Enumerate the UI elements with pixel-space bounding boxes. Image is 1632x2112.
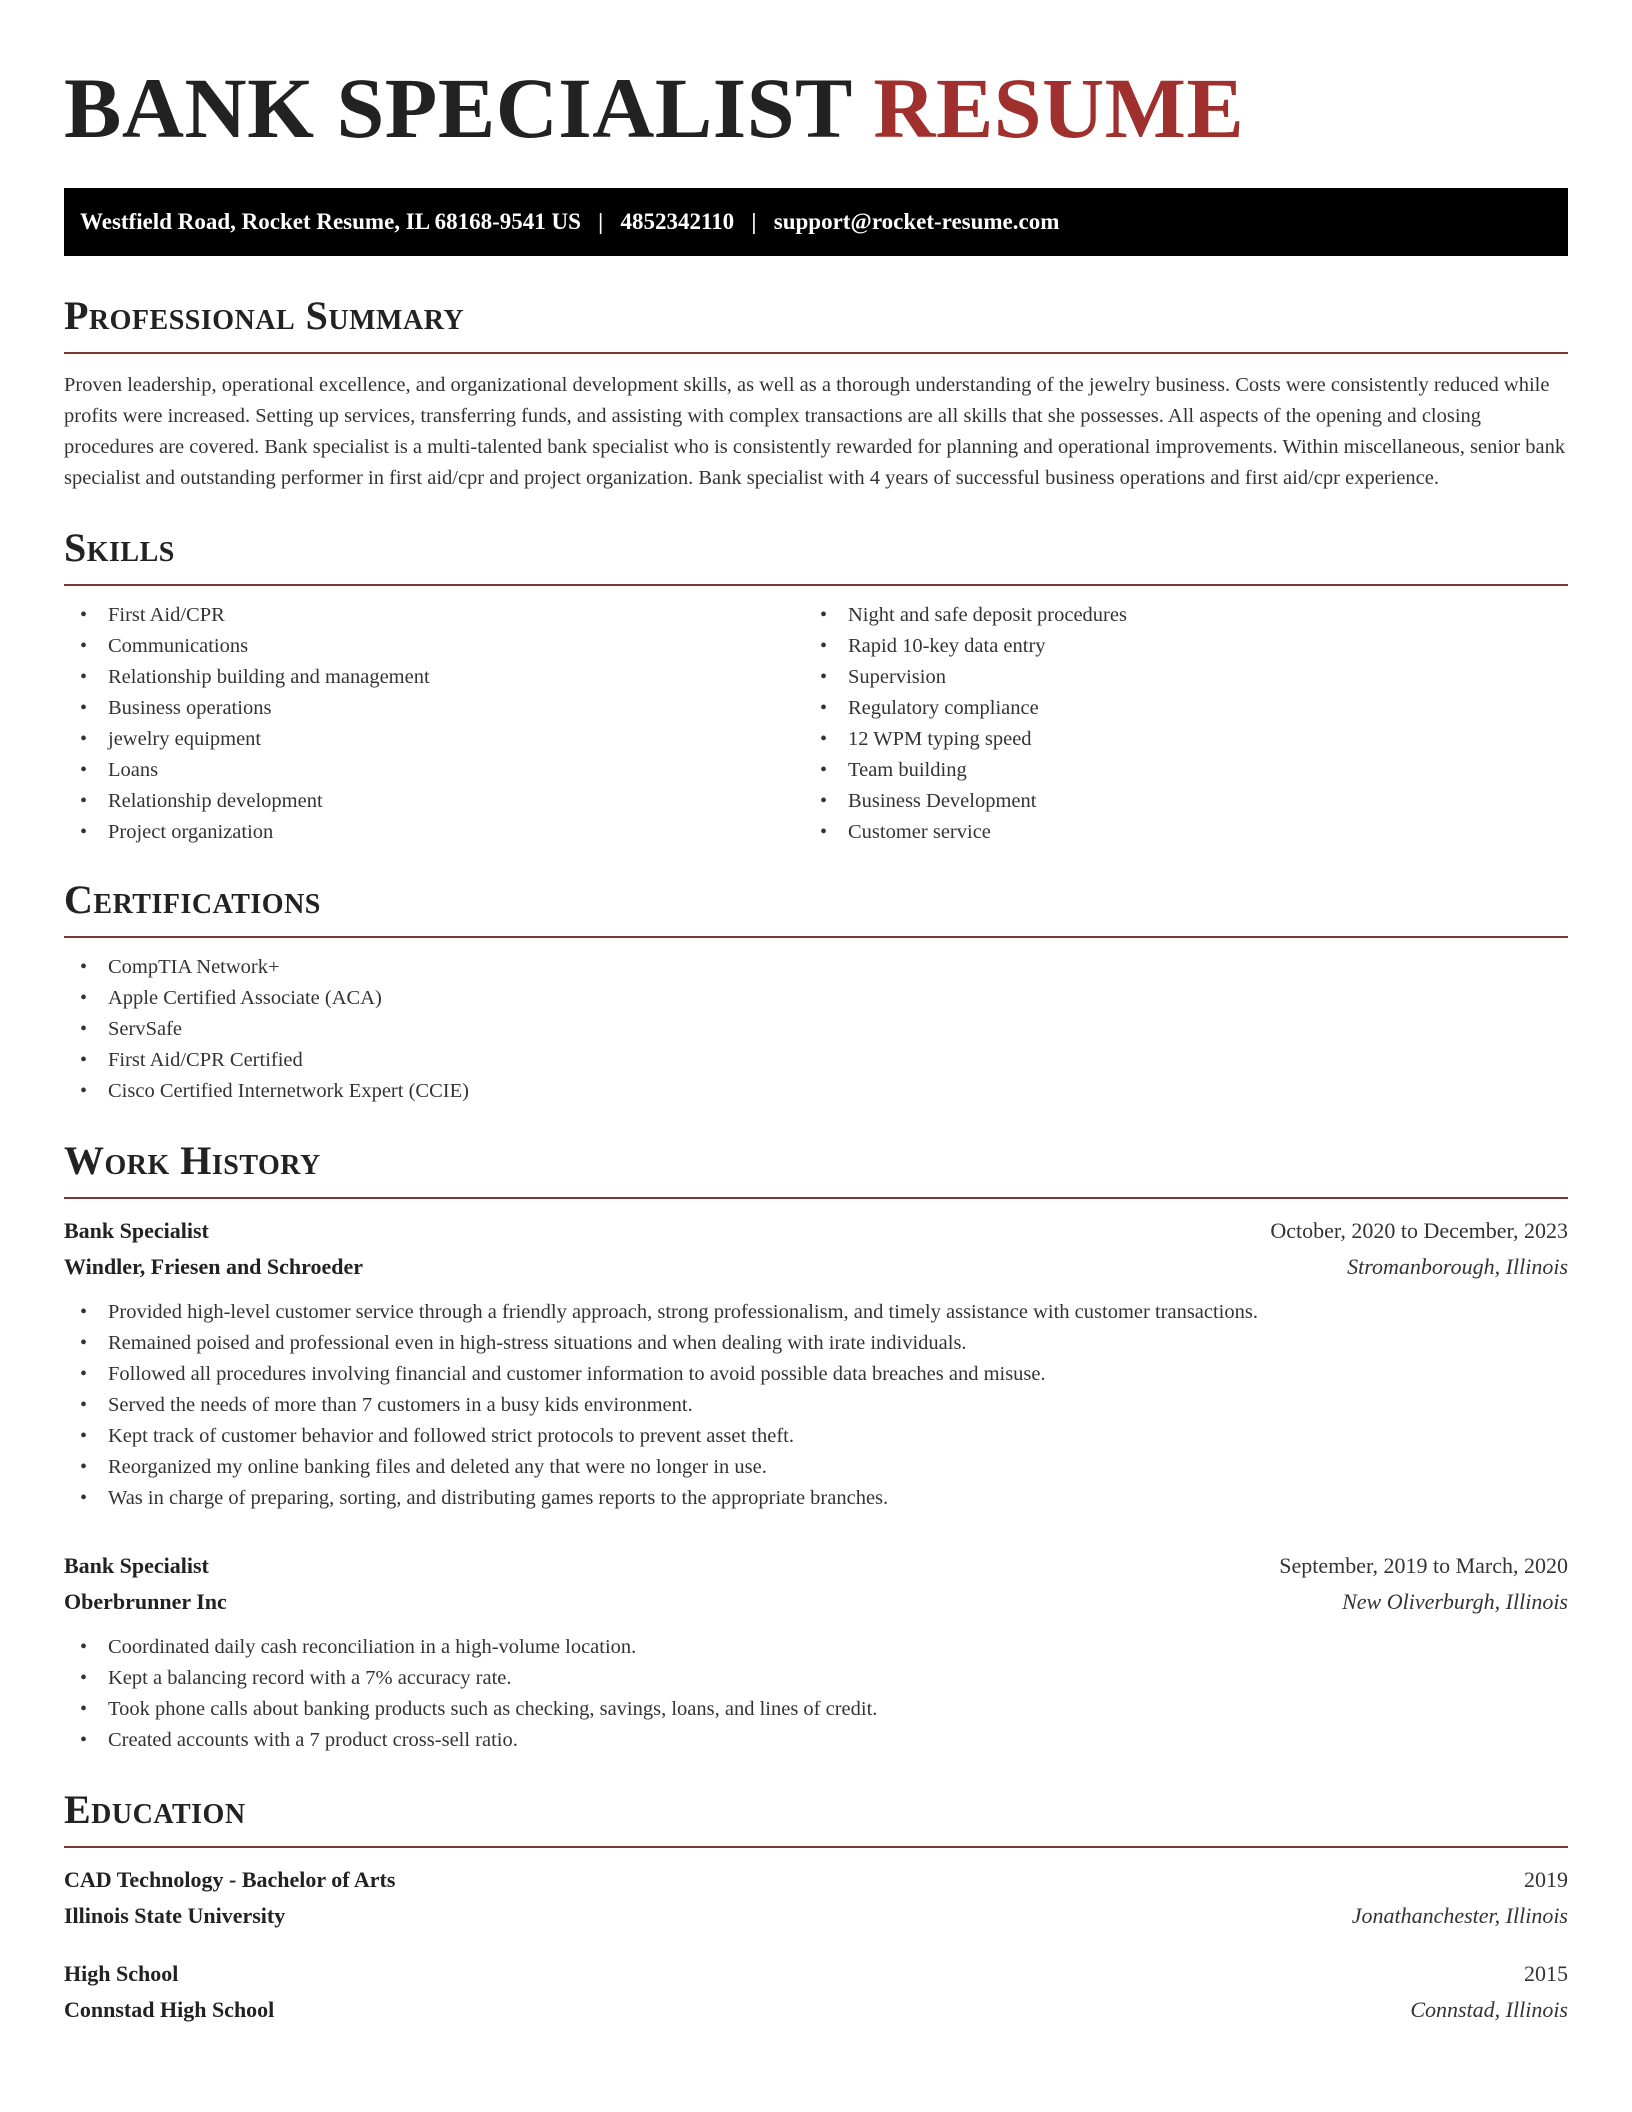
job-duties-list: [64, 1297, 1568, 1514]
certifications-list: [64, 952, 1568, 1107]
title-main: BANK SPECIALIST: [64, 60, 852, 156]
job-duty: • Kept track of customer behavior and followed strict protocols to prevent asset theft.: [64, 1421, 1568, 1452]
resume-title: [64, 60, 1568, 156]
certification-item: • ServSafe: [64, 1014, 1568, 1045]
skills-right-list: [804, 600, 1544, 848]
skill-item: • Relationship development: [64, 786, 804, 817]
education-degree-row: [64, 1862, 1568, 1898]
section-divider: [64, 352, 1568, 354]
job-duties-list: [64, 1632, 1568, 1756]
skill-item: • Communications: [64, 631, 804, 662]
certification-item: • CompTIA Network+: [64, 952, 1568, 983]
section-divider: [64, 1197, 1568, 1199]
job-company-row: [64, 1249, 1568, 1285]
job-dates: September, 2019 to March, 2020: [1279, 1553, 1568, 1578]
skills-heading: Skills: [64, 525, 175, 570]
skill-item: • jewelry equipment: [64, 724, 804, 755]
job-entry: [64, 1213, 1568, 1514]
job-title: Bank Specialist: [64, 1553, 209, 1578]
job-company-row: [64, 1584, 1568, 1620]
education-year: 2019: [1524, 1867, 1568, 1892]
job-company: Windler, Friesen and Schroeder: [64, 1254, 364, 1279]
education-heading: Education: [64, 1787, 246, 1832]
certification-item: • Apple Certified Associate (ACA): [64, 983, 1568, 1014]
skills-columns: [64, 600, 1568, 848]
education-degree-row: [64, 1956, 1568, 1992]
skill-item: • Business operations: [64, 693, 804, 724]
job-duty: • Was in charge of preparing, sorting, and distributing games reports to the appropriate branches.: [64, 1483, 1568, 1514]
job-duty: • Served the needs of more than 7 customers in a busy kids environment.: [64, 1390, 1568, 1421]
education-school-row: [64, 1898, 1568, 1934]
skill-item: • First Aid/CPR: [64, 600, 804, 631]
job-header-row: [64, 1548, 1568, 1584]
summary-text: Proven leadership, operational excellence, and organizational development skills, as well as a thorough understanding of the jewelry business. Costs were consistently reduced while profits were increased. Setting up services, transferring funds, and assisting with complex transactions are all skills that she possesses. All aspects of the opening and closing procedures are covered. Bank specialist is a multi-talented bank specialist who is consistently rewarded for planning and operational improvements. Within miscellaneous, senior bank specialist and outstanding performer in first aid/cpr and project organization. Bank specialist with 4 years of successful business operations and first aid/cpr experience.: [64, 374, 1566, 489]
skill-item: • 12 WPM typing speed: [804, 724, 1544, 755]
job-location: Stromanborough, Illinois: [1347, 1254, 1568, 1279]
job-duty: • Coordinated daily cash reconciliation in a high-volume location.: [64, 1632, 1568, 1663]
job-duty: • Reorganized my online banking files and deleted any that were no longer in use.: [64, 1452, 1568, 1483]
contact-bar: Westfield Road, Rocket Resume, IL 68168-9541 US | 4852342110 | support@rocket-resume.com: [64, 188, 1568, 256]
skill-item: • Night and safe deposit procedures: [804, 600, 1544, 631]
job-duty: • Provided high-level customer service through a friendly approach, strong professionalism, and timely assistance with customer transactions.: [64, 1297, 1568, 1328]
job-duty: • Followed all procedures involving financial and customer information to avoid possible data breaches and misuse.: [64, 1359, 1568, 1390]
skill-item: • Loans: [64, 755, 804, 786]
work-history-section: [64, 1137, 1568, 1756]
skill-item: • Relationship building and management: [64, 662, 804, 693]
summary-section: [64, 292, 1568, 494]
skill-item: • Regulatory compliance: [804, 693, 1544, 724]
skill-item: • Project organization: [64, 817, 804, 848]
education-entry: [64, 1862, 1568, 1934]
job-duty: • Created accounts with a 7 product cross-sell ratio.: [64, 1725, 1568, 1756]
job-duty: • Kept a balancing record with a 7% accuracy rate.: [64, 1663, 1568, 1694]
title-accent: RESUME: [873, 60, 1245, 156]
education-section: [64, 1786, 1568, 2028]
job-company: Oberbrunner Inc: [64, 1589, 227, 1614]
job-header-row: [64, 1213, 1568, 1249]
job-title: Bank Specialist: [64, 1218, 209, 1243]
education-school-row: [64, 1992, 1568, 2028]
education-entry: [64, 1956, 1568, 2028]
certifications-heading: Certifications: [64, 877, 321, 922]
education-degree: High School: [64, 1961, 179, 1986]
job-entry: [64, 1548, 1568, 1756]
education-year: 2015: [1524, 1961, 1568, 1986]
education-degree: CAD Technology - Bachelor of Arts: [64, 1867, 396, 1892]
work-history-heading: Work History: [64, 1138, 321, 1183]
skill-item: • Supervision: [804, 662, 1544, 693]
certification-item: • First Aid/CPR Certified: [64, 1045, 1568, 1076]
section-divider: [64, 936, 1568, 938]
skill-item: • Rapid 10-key data entry: [804, 631, 1544, 662]
skills-section: [64, 524, 1568, 848]
skill-item: • Customer service: [804, 817, 1544, 848]
education-school: Connstad High School: [64, 1997, 275, 2022]
education-location: Jonathanchester, Illinois: [1351, 1903, 1568, 1928]
section-divider: [64, 1846, 1568, 1848]
job-location: New Oliverburgh, Illinois: [1342, 1589, 1568, 1614]
certifications-section: [64, 876, 1568, 1107]
section-divider: [64, 584, 1568, 586]
certification-item: • Cisco Certified Internetwork Expert (CCIE): [64, 1076, 1568, 1107]
job-dates: October, 2020 to December, 2023: [1270, 1218, 1568, 1243]
skills-left-list: [64, 600, 804, 848]
job-duty: • Took phone calls about banking products such as checking, savings, loans, and lines of credit.: [64, 1694, 1568, 1725]
job-duty: • Remained poised and professional even in high-stress situations and when dealing with irate individuals.: [64, 1328, 1568, 1359]
education-school: Illinois State University: [64, 1903, 286, 1928]
summary-heading: Professional Summary: [64, 293, 465, 338]
skill-item: • Team building: [804, 755, 1544, 786]
skill-item: • Business Development: [804, 786, 1544, 817]
education-location: Connstad, Illinois: [1410, 1997, 1568, 2022]
